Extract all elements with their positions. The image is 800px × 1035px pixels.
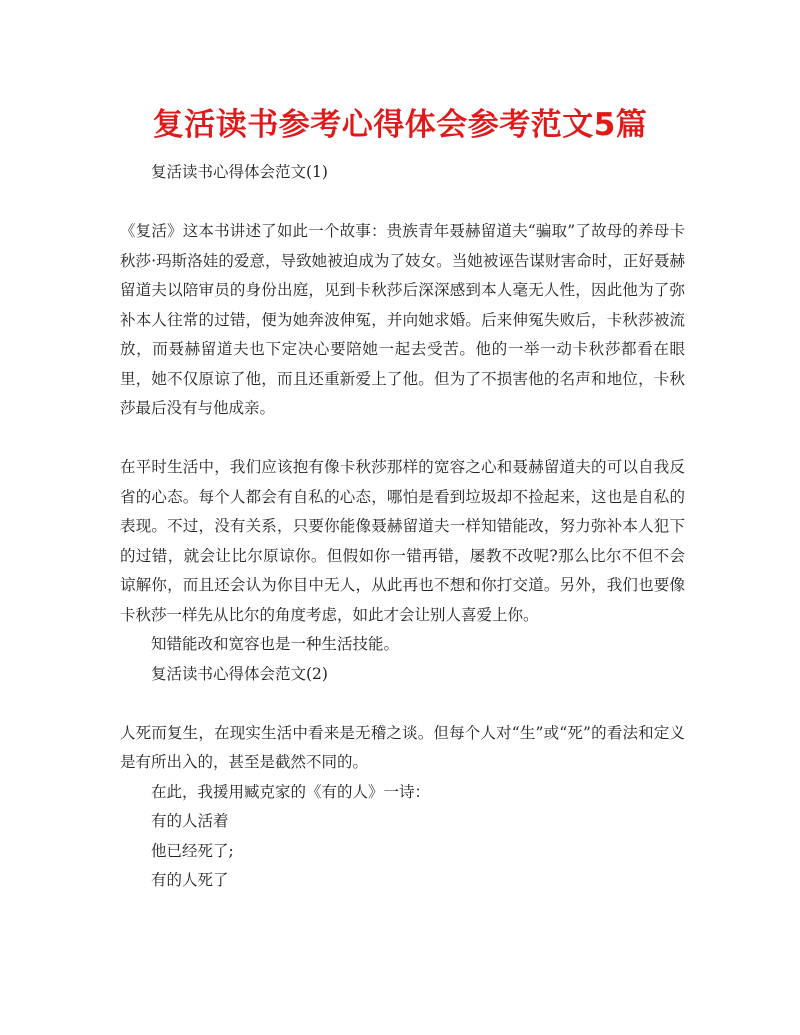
poem-line-3: 有的人死了 [151,871,229,889]
section-heading-1: 复活读书心得体会范文(1) [151,163,328,181]
blank-line [120,689,685,719]
paragraph-reflection: 在平时生活中，我们应该抱有像卡秋莎那样的宽容之心和聂赫留道夫的可以自我反省的心态。每个人都会有自私的心态，哪怕是看到垃圾却不捡起来，这也是自私的表现。不过，没有关系，只要你能像聂赫留道夫一样知错能改，努力弥补本人犯下的过错，就会让比尔原谅你。但假如你一错再错，屡教不改呢?那么比尔不但不会谅解你，而且还会认为你目中无人，从此再也不想和你打交道。另外，我们也要像卡秋莎一样先从比尔的角度考虑，如此才会让别人喜爱上你。 [120,458,685,624]
blank-line [120,424,685,454]
paragraph-poem-intro: 在此，我援用臧克家的《有的人》一诗： [151,782,431,801]
blank-line [120,188,685,218]
poem-line-1: 有的人活着 [151,812,229,830]
paragraph-life-death: 人死而复生，在现实生活中看来是无稽之谈。但每个人对“生”或“死”的看法和定义是有所出入的，甚至是截然不同的。 [120,723,685,771]
paragraph-story-summary: 《复活》这本书讲述了如此一个故事：贵族青年聂赫留道夫“骗取”了故母的养母卡秋莎·玛斯洛娃的爱意，导致她被迫成为了妓女。当她被诬告谋财害命时，正好聂赫留道夫以陪审员的身份出庭，见到卡秋莎后深深感到本人毫无人性，因此他为了弥补本人往常的过错，便为她奔波伸冤，并向她求婚。后来伸冤失败后，卡秋莎被流放，而聂赫留道夫也下定决心要陪她一起去受苦。他的一举一动卡秋莎都看在眼里，她不仅原谅了他，而且还重新爱上了他。但为了不损害他的名声和地位，卡秋莎最后没有与他成亲。 [120,222,685,417]
section-heading-2: 复活读书心得体会范文(2) [151,664,328,683]
paragraph-conclusion: 知错能改和宽容也是一种生活技能。 [151,635,400,653]
poem-line-2: 他已经死了; [151,841,234,860]
page-title: 复活读书参考心得体会参考范文5篇 [152,107,648,143]
document-body [120,158,685,896]
